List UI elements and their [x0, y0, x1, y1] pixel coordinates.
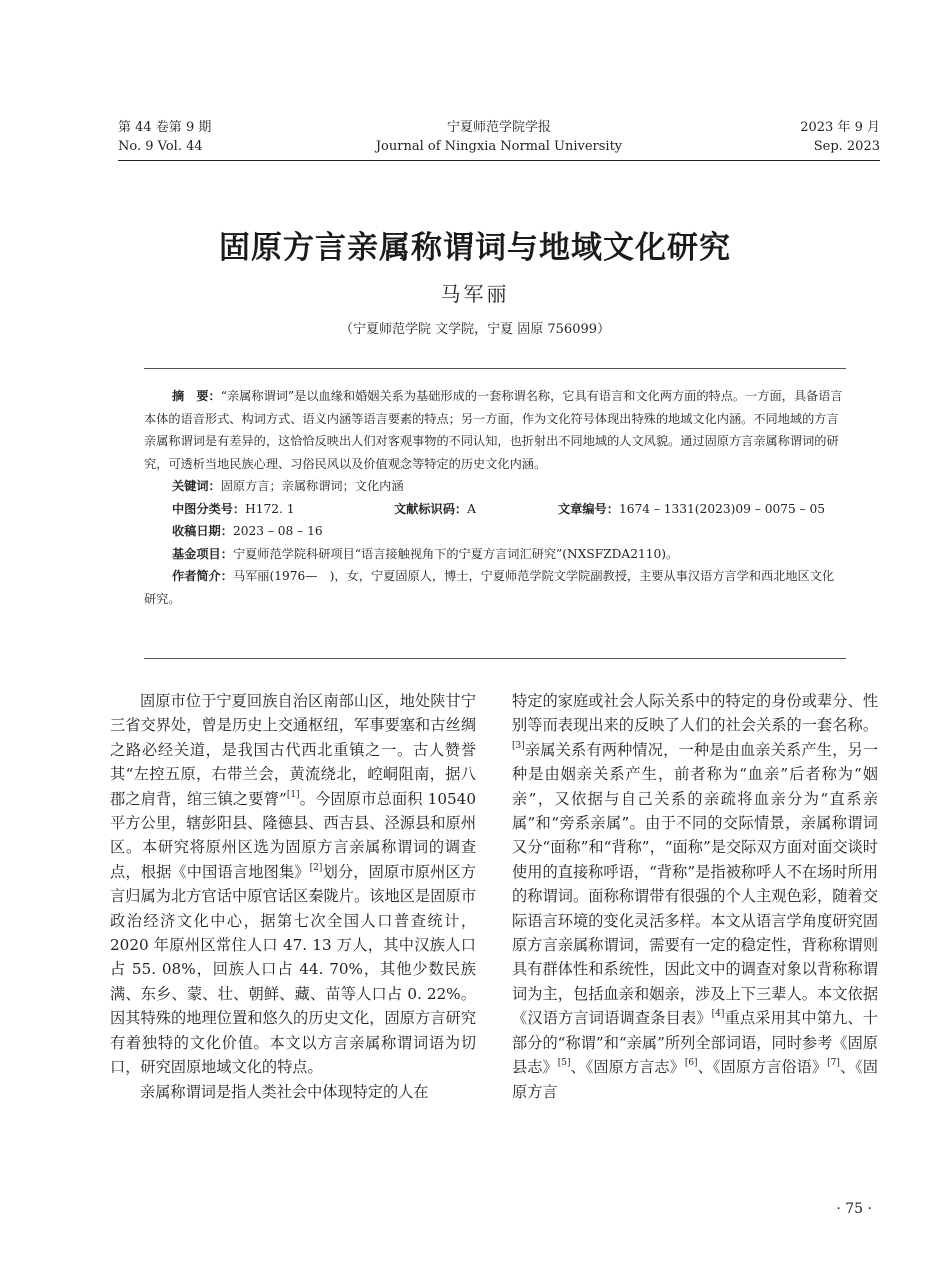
doc-code-value: A	[467, 501, 476, 516]
journal-en: Journal of Ningxia Normal University	[375, 139, 623, 154]
bio-text: 马军丽(1976— )，女，宁夏固原人，博士，宁夏师范学院文学院副教授，主要从事汉语方言学和西北地区文化研究。	[144, 569, 835, 606]
clc-value: H172. 1	[245, 501, 295, 516]
body-paragraph	[110, 689, 476, 1080]
date-en: Sep. 2023	[813, 139, 880, 154]
fund-label: 基金项目：	[172, 546, 233, 561]
received-value: 2023 – 08 – 16	[232, 524, 323, 538]
body-text: 、《固原方言俗语》	[697, 1058, 828, 1077]
clc	[172, 502, 295, 516]
issue-en: No. 9 Vol. 44	[118, 139, 203, 154]
body-left-column	[110, 689, 476, 1104]
author-affiliation: （宁夏师范学院 文学院，宁夏 固原 756099）	[339, 322, 611, 337]
article-number	[558, 498, 825, 521]
received-date	[144, 520, 846, 543]
citation-ref: [1]	[286, 789, 300, 800]
keywords	[144, 475, 846, 498]
citation-ref: [6]	[684, 1058, 698, 1069]
citation-ref: [5]	[557, 1058, 571, 1069]
abstract-label: 摘 要：	[172, 389, 221, 403]
author-name: 马军丽	[440, 282, 510, 306]
citation-ref: [2]	[309, 862, 323, 873]
body-text: 特定的家庭或社会人际关系中的特定的身份或辈分、性别等而表现出来的反映了人们的社会关系的一套名称。	[512, 692, 878, 735]
body-text: 。今固原市总面积 10540 平方公里，辖彭阳县、隆德县、西吉县、泾源县和原州区。本研究将原州区选为固原方言亲属称谓词的调查点，根据《中国语言地图集》	[110, 789, 476, 881]
issue-cn: 第 44 卷第 9 期	[118, 120, 212, 135]
running-header	[118, 118, 880, 162]
citation-ref: [4]	[711, 1009, 725, 1020]
body-paragraph	[110, 1080, 476, 1104]
body-text: 亲属称谓词是指人类社会中体现特定的人在	[140, 1082, 429, 1101]
article-metadata	[144, 385, 846, 610]
bio-label: 作者简介：	[172, 569, 233, 583]
author-bio	[144, 565, 846, 610]
doc-code	[394, 498, 476, 521]
body-right-column	[512, 689, 878, 1104]
classification-row	[144, 498, 846, 521]
journal-cn: 宁夏师范学院学报	[446, 120, 551, 135]
date-cn: 2023 年 9 月	[800, 120, 880, 135]
body-text: 亲属关系有两种情况，一种是由血亲关系产生，另一种是由姻亲关系产生，前者称为“血亲”后者称为“姻亲”，又依据与自己关系的亲疏将血亲分为“直系亲属”和“旁系亲属”。由于不同的交际情景，亲属称谓词又分“面称”和“背称”，“面称”是交际双方面对面交谈时使用的直接称呼语，“背称”是指被称呼人不在场时所用的称谓词。面称称谓带有很强的个人主观色彩，随着交际语言环境的变化灵活多样。本文从语言学角度研究固原方言亲属称谓词，需要有一定的稳定性，背称称谓则具有群体性和系统性，因此文中的调查对象以背称称谓词为主，包括血亲和姻亲，涉及上下三辈人。本文依据《汉语方言词语调查条目表》	[512, 740, 878, 1028]
article-title: 固原方言亲属称谓词与地域文化研究	[219, 230, 731, 266]
page-number: · 75 ·	[836, 1201, 872, 1217]
abstract	[144, 385, 846, 475]
body-text: 、《固原方言志》	[570, 1058, 685, 1077]
clc-label: 中图分类号：	[172, 501, 246, 516]
fund-text: 宁夏师范学院科研项目“语言接触视角下的宁夏方言词汇研究”(NXSFZDA2110)。	[232, 546, 679, 561]
citation-ref: [3]	[512, 740, 525, 751]
body-paragraph	[512, 689, 878, 1104]
body-text: 划分，固原市原州区方言归属为北方官话中原官话区秦陇片。该地区是固原市政治经济文化中心，据第七次全国人口普查统计，2020 年原州区常住人口 47. 13 万人，其中汉族人口占 55. 08%，回族人口占 44. 70%，其他少数民族满、东乡、蒙、壮、朝鲜、藏、苗等人口占 0. 22%。因其特殊的地理位置和悠久的历史文化，固原方言研究有着独特的文化价值。本文以方言亲属称谓词语为切口，研究固原地域文化的特点。	[110, 862, 477, 1077]
received-label: 收稿日期：	[172, 524, 233, 538]
citation-ref: [7]	[827, 1058, 840, 1069]
doc-code-label: 文献标识码：	[394, 501, 468, 516]
body-text: 固原市位于宁夏回族自治区南部山区，地处陕甘宁三省交界处，曾是历史上交通枢纽，军事要塞和古丝绸之路必经关道，是我国古代西北重镇之一。古人赞誉其“左控五原，右带兰会，黄流绕北，崆峒阻南，据八郡之肩背，绾三镇之要膂”	[110, 692, 476, 808]
header-rule	[118, 160, 880, 161]
abstract-bottom-rule	[144, 658, 846, 659]
article-number-value: 1674 – 1331(2023)09 – 0075 – 05	[618, 501, 826, 516]
abstract-text: “亲属称谓词”是以血缘和婚姻关系为基础形成的一套称谓名称，它具有语言和文化两方面的特点。一方面，具备语言本体的语音形式、构词方式、语义内涵等语言要素的特点；另一方面，作为文化符号体现出特殊的地域文化内涵。不同地域的方言亲属称谓词是有差异的，这恰恰反映出人们对客观事物的不同认知，也折射出不同地域的人文风貌。通过固原方言亲属称谓词的研究，可透析当地民族心理、习俗民风以及价值观念等特定的历史文化内涵。	[144, 389, 843, 471]
fund-info	[144, 543, 846, 566]
body-text: 、《固原方言	[512, 1058, 878, 1101]
keywords-text: 固原方言；亲属称谓词；文化内涵	[220, 479, 404, 493]
keywords-label: 关键词：	[172, 479, 221, 493]
article-number-label: 文章编号：	[558, 501, 619, 516]
issue-date	[800, 118, 880, 156]
abstract-top-rule	[144, 368, 846, 369]
journal-name	[118, 118, 880, 156]
body-text: 重点采用其中第九、十部分的“称谓”和“亲属”所列全部词语，同时参考《固原县志》	[512, 1009, 879, 1077]
